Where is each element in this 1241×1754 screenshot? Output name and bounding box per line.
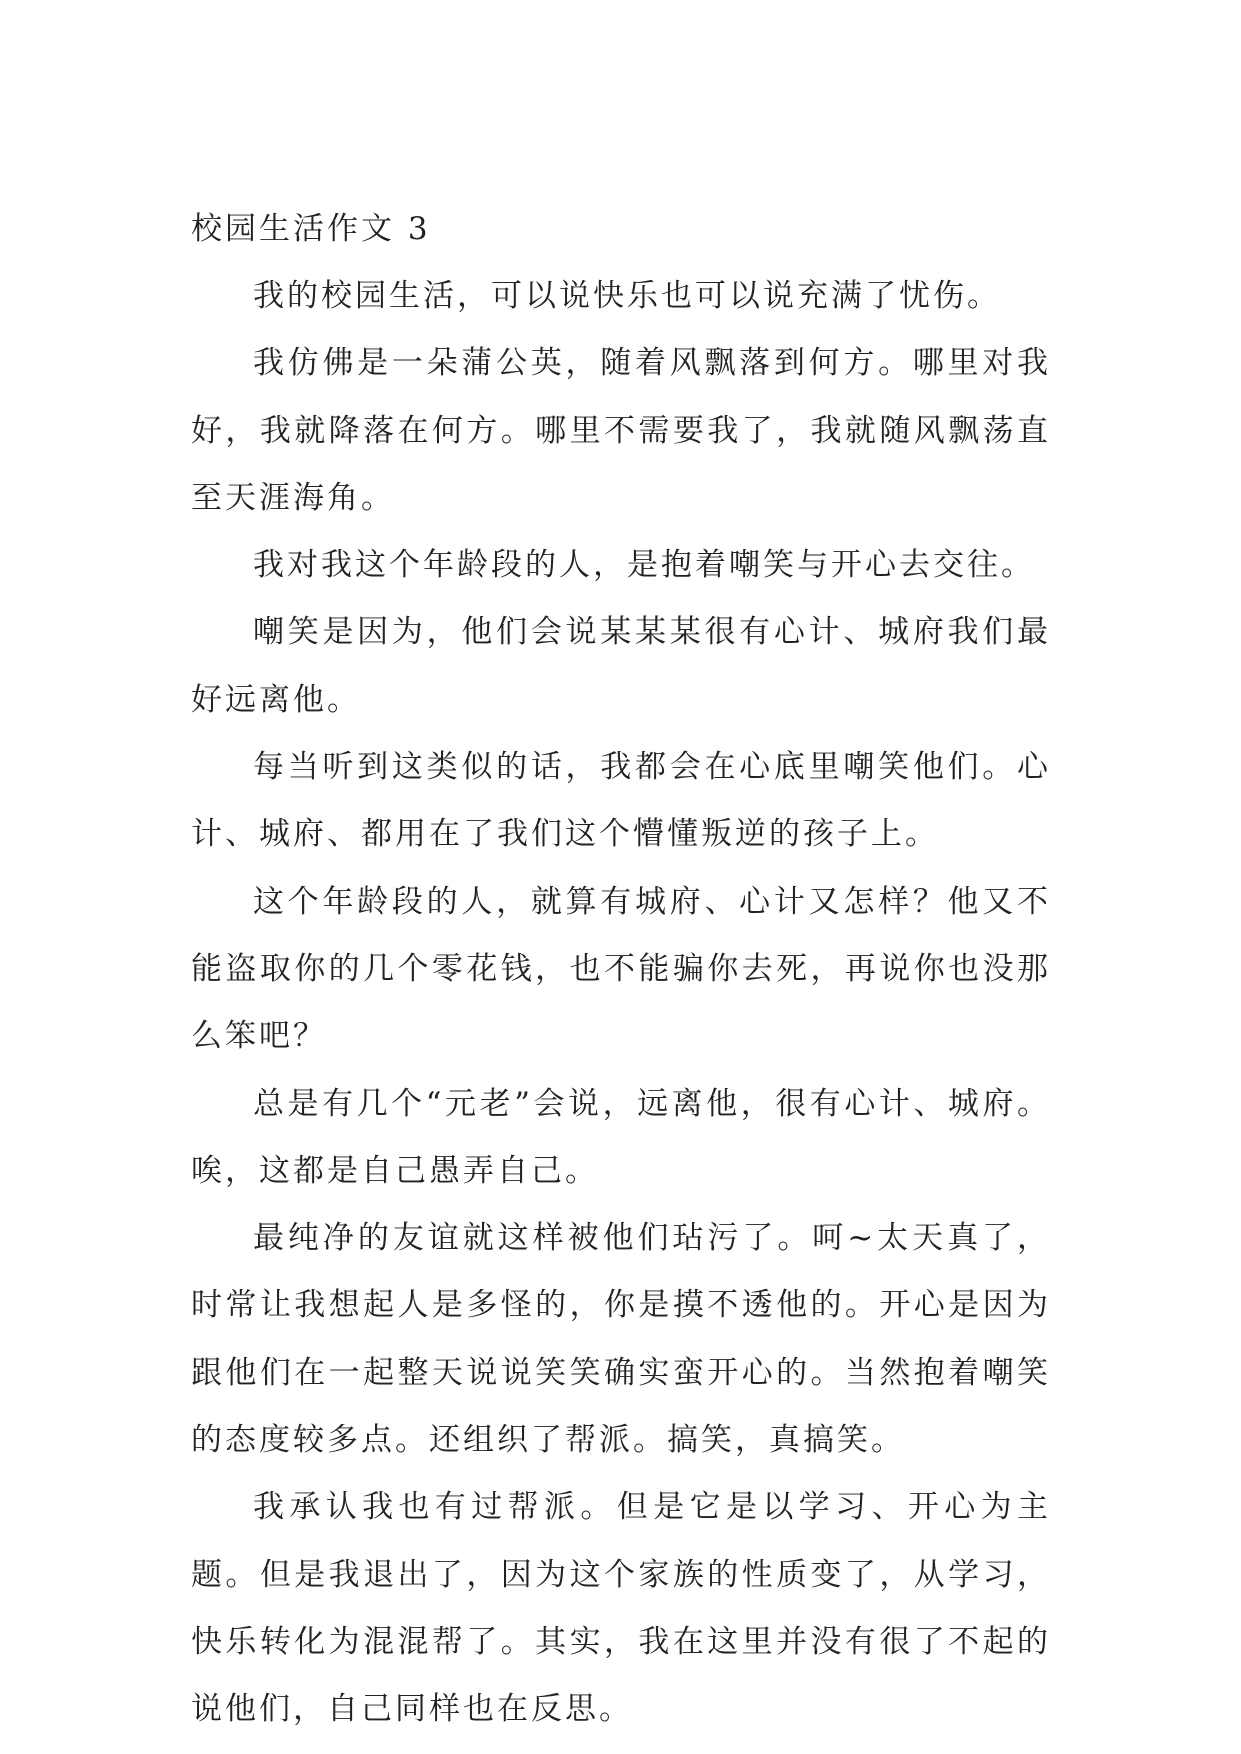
paragraph: 最纯净的友谊就这样被他们玷污了。呵~太天真了，时常让我想起人是多怪的，你是摸不透他的。开心是因为跟他们在一起整天说说笑笑确实蛮开心的。当然抱着嘲笑的态度较多点。还组织了帮派。搞笑，真搞笑。 [191, 1220, 1051, 1459]
paragraph: 我仿佛是一朵蒲公英，随着风飘落到何方。哪里对我好，我就降落在何方。哪里不需要我了，我就随风飘荡直至天涯海角。 [191, 345, 1051, 516]
paragraph: 嘲笑是因为，他们会说某某某很有心计、城府我们最好远离他。 [191, 614, 1051, 718]
paragraph: 我的校园生活，可以说快乐也可以说充满了忧伤。 [253, 278, 1001, 314]
paragraph: 我承认我也有过帮派。但是它是以学习、开心为主题。但是我退出了，因为这个家族的性质变了，从学习，快乐转化为混混帮了。其实，我在这里并没有很了不起的说他们，自己同样也在反思。 [191, 1489, 1051, 1728]
document-body [191, 196, 1051, 1744]
document-title: 校园生活作文 3 [191, 211, 431, 247]
paragraph: 我对我这个年龄段的人，是抱着嘲笑与开心去交往。 [253, 547, 1035, 584]
paragraph: 每当听到这类似的话，我都会在心底里嘲笑他们。心计、城府、都用在了我们这个懵懂叛逆的孩子上。 [191, 749, 1051, 853]
paragraph: 这个年龄段的人，就算有城府、心计又怎样？他又不能盗取你的几个零花钱，也不能骗你去死，再说你也没那么笨吧？ [191, 883, 1051, 1055]
paragraph: 总是有几个“元老”会说，远离他，很有心计、城府。唉，这都是自己愚弄自己。 [191, 1085, 1051, 1189]
